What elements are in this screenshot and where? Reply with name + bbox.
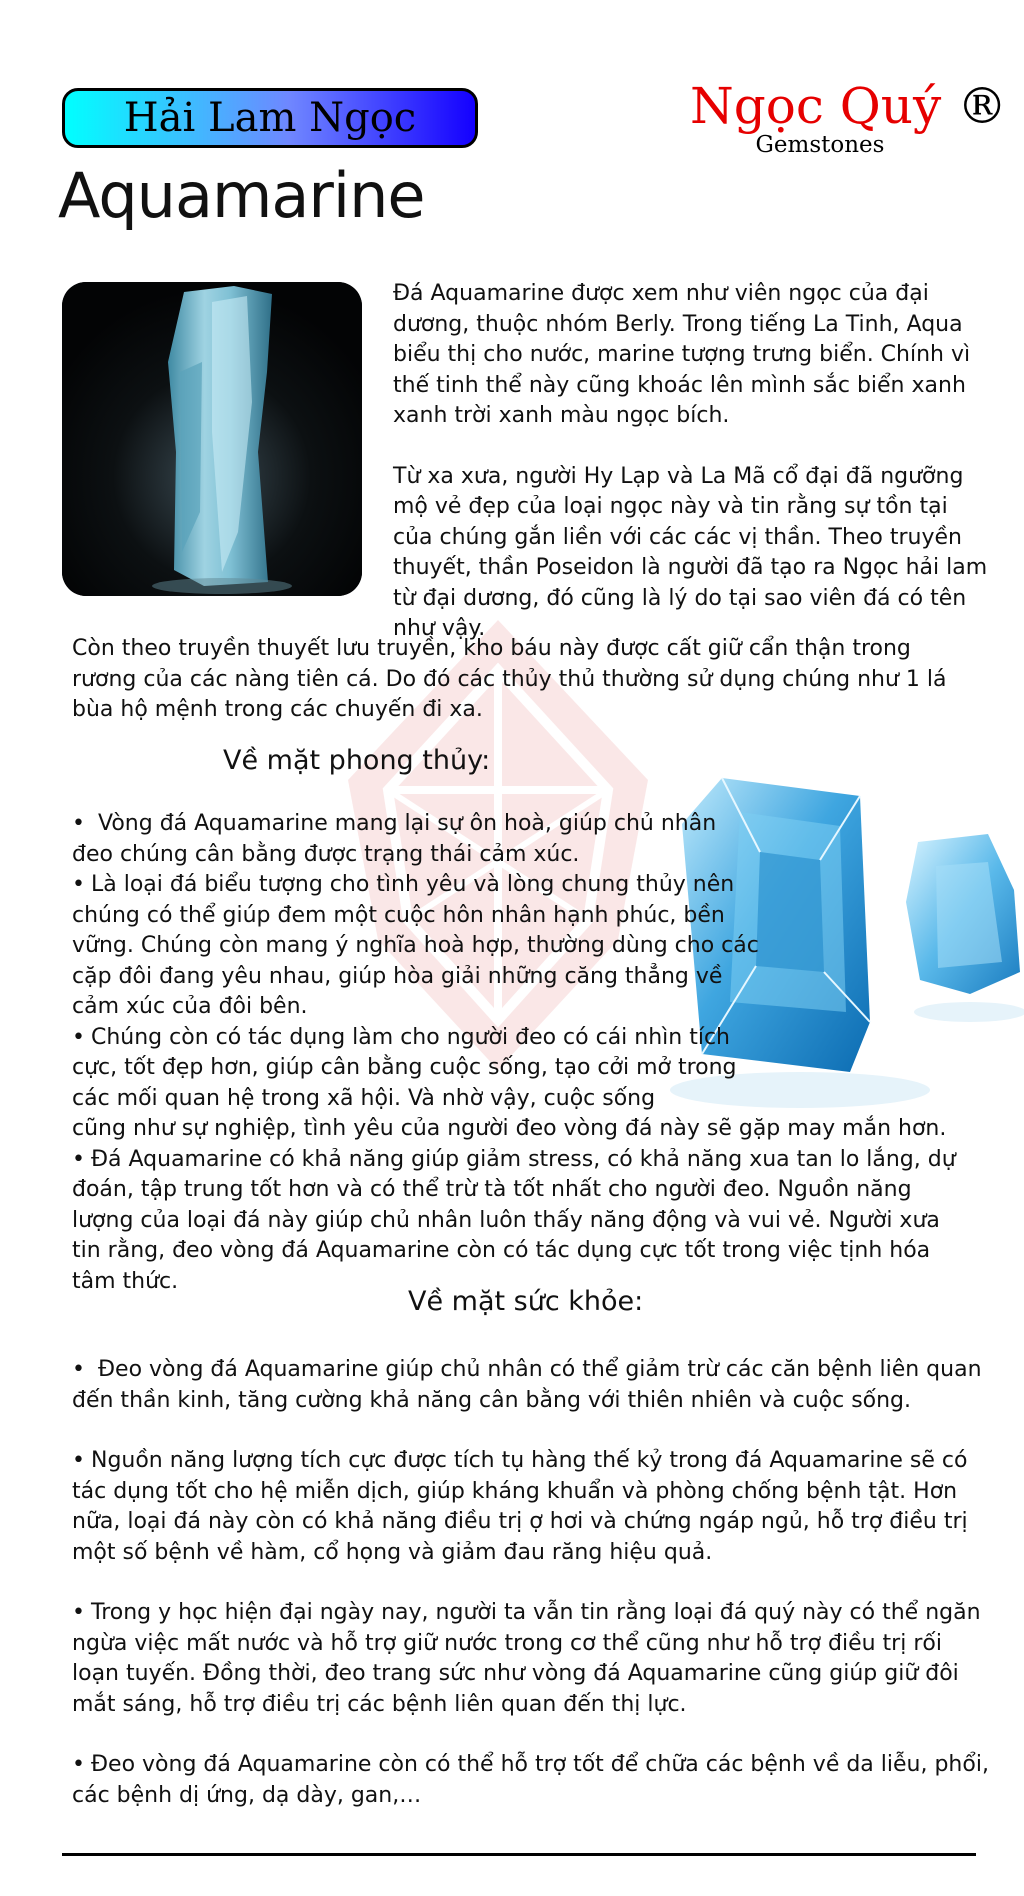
bullet-symbol: • [72, 872, 85, 897]
bullet-symbol: • [72, 1752, 85, 1777]
list-item [72, 1355, 992, 1416]
crystal-illustration [62, 282, 362, 596]
bullet-symbol: • [72, 811, 85, 836]
phong-thuy-bullets-continued [72, 1114, 972, 1297]
bullet-text: Vòng đá Aquamarine mang lại sự ôn hoà, giúp chủ nhân đeo chúng cân bằng được trạng thái cảm xúc. [72, 811, 717, 867]
page-title: Aquamarine [58, 159, 425, 232]
bullet-symbol: • [72, 1357, 85, 1382]
brand-logo [690, 76, 1008, 136]
bullet-symbol: • [72, 1024, 85, 1050]
bullet-symbol: • [72, 1146, 85, 1172]
list-item [72, 1750, 992, 1811]
brand-registered-mark: ® [957, 77, 1008, 135]
section-heading-suc-khoe: Về mặt sức khỏe: [408, 1286, 644, 1317]
intro-paragraph-3: Còn theo truyền thuyết lưu truyền, kho báu này được cất giữ cẩn thận trong rương của các nàng tiên cá. Do đó các thủy thủ thường sử dụng chúng như 1 lá bùa hộ mệnh trong các chuyến đi xa. [72, 636, 947, 722]
title-badge [62, 88, 478, 148]
bullet-text: Đeo vòng đá Aquamarine giúp chủ nhân có thể giảm trừ các căn bệnh liên quan đến thần kinh, tăng cường khả năng cân bằng với thiên nhiên và cuộc sống. [72, 1357, 982, 1413]
section-heading-phong-thuy: Về mặt phong thủy: [223, 745, 491, 776]
suc-khoe-bullets [72, 1355, 992, 1841]
intro-paragraph-2: Từ xa xưa, người Hy Lạp và La Mã cổ đại đã ngưỡng mộ vẻ đẹp của loại ngọc này và tin rằng sự tồn tại của chúng gắn liền với các các vị thần. Theo truyền thuyết, thần Poseidon là người đã tạo ra Ngọc hải lam từ đại dương, đó cũng là lý do tại sao viên đá có tên như vậy. [393, 463, 988, 641]
footer-divider [62, 1853, 976, 1856]
bullet-text: Đeo vòng đá Aquamarine còn có thể hỗ trợ tốt để chữa các bệnh về da liễu, phổi, các bệnh dị ứng, dạ dày, gan,… [72, 1752, 989, 1808]
brand-subtitle: Gemstones [755, 132, 885, 158]
bullet-symbol: • [72, 1448, 85, 1473]
bullet-text: Đá Aquamarine có khả năng giúp giảm stress, có khả năng xua tan lo lắng, dự đoán, tập trung tốt hơn và có thể trừ tà tốt nhất cho người đeo. Nguồn năng lượng của loại đá này giúp chủ nhân luôn thấy năng động và vui vẻ. Người xưa tin rằng, đeo vòng đá Aquamarine còn có tác dụng cực tốt trong việc tịnh hóa tâm thức. [72, 1146, 956, 1294]
intro-paragraph-1: Đá Aquamarine được xem như viên ngọc của đại dương, thuộc nhóm Berly. Trong tiếng La Tinh, Aqua biểu thị cho nước, marine tượng trưng biển. Chính vì thế tinh thể này cũng khoác lên mình sắc biển xanh xanh trời xanh màu ngọc bích. [393, 281, 971, 428]
intro-text [393, 279, 993, 675]
bullet-text: Là loại đá biểu tượng cho tình yêu và lòng chung thủy nên chúng có thể giúp đem một cuộc hôn nhân hạnh phúc, bền vững. Chúng còn mang ý nghĩa hoà hợp, thường dùng cho các cặp đôi đang yêu nhau, giúp hòa giải những căng thẳng về cảm xúc của đôi bên. [72, 872, 759, 1019]
list-item [72, 809, 762, 870]
badge-text: Hải Lam Ngọc [123, 95, 417, 141]
bullet-symbol: • [72, 1600, 85, 1625]
bullet-text: Trong y học hiện đại ngày nay, người ta vẫn tin rằng loại đá quý này có thể ngăn ngừa việc mất nước và hỗ trợ giữ nước trong cơ thể cũng như hỗ trợ điều trị rối loạn tuyến. Đồng thời, đeo trang sức như vòng đá Aquamarine cũng giúp giữ đôi mắt sáng, hỗ trợ điều trị các bệnh liên quan đến thị lực. [72, 1600, 981, 1717]
list-item [72, 1023, 762, 1115]
brand-name: Ngọc Quý [690, 77, 942, 135]
list-item [72, 1598, 992, 1720]
bullet-continuation: cũng như sự nghiệp, tình yêu của người đeo vòng đá này sẽ gặp may mắn hơn. [72, 1116, 947, 1141]
list-item [72, 1446, 992, 1568]
bullet-text: Chúng còn có tác dụng làm cho người đeo có cái nhìn tích cực, tốt đẹp hơn, giúp cân bằng cuộc sống, tạo cởi mở trong các mối quan hệ trong xã hội. Và nhờ vậy, cuộc sống [72, 1024, 737, 1111]
bullet-text: Nguồn năng lượng tích cực được tích tụ hàng thế kỷ trong đá Aquamarine sẽ có tác dụng tốt cho hệ miễn dịch, giúp kháng khuẩn và phòng chống bệnh tật. Hơn nữa, loại đá này còn có khả năng điều trị ợ hơi và chứng ngáp ngủ, hỗ trợ điều trị một số bệnh về hàm, cổ họng và giảm đau răng hiệu quả. [72, 1448, 968, 1565]
list-item [72, 1145, 972, 1298]
phong-thuy-bullets [72, 809, 762, 1114]
list-item [72, 870, 762, 1023]
aquamarine-crystal-photo [62, 282, 362, 596]
